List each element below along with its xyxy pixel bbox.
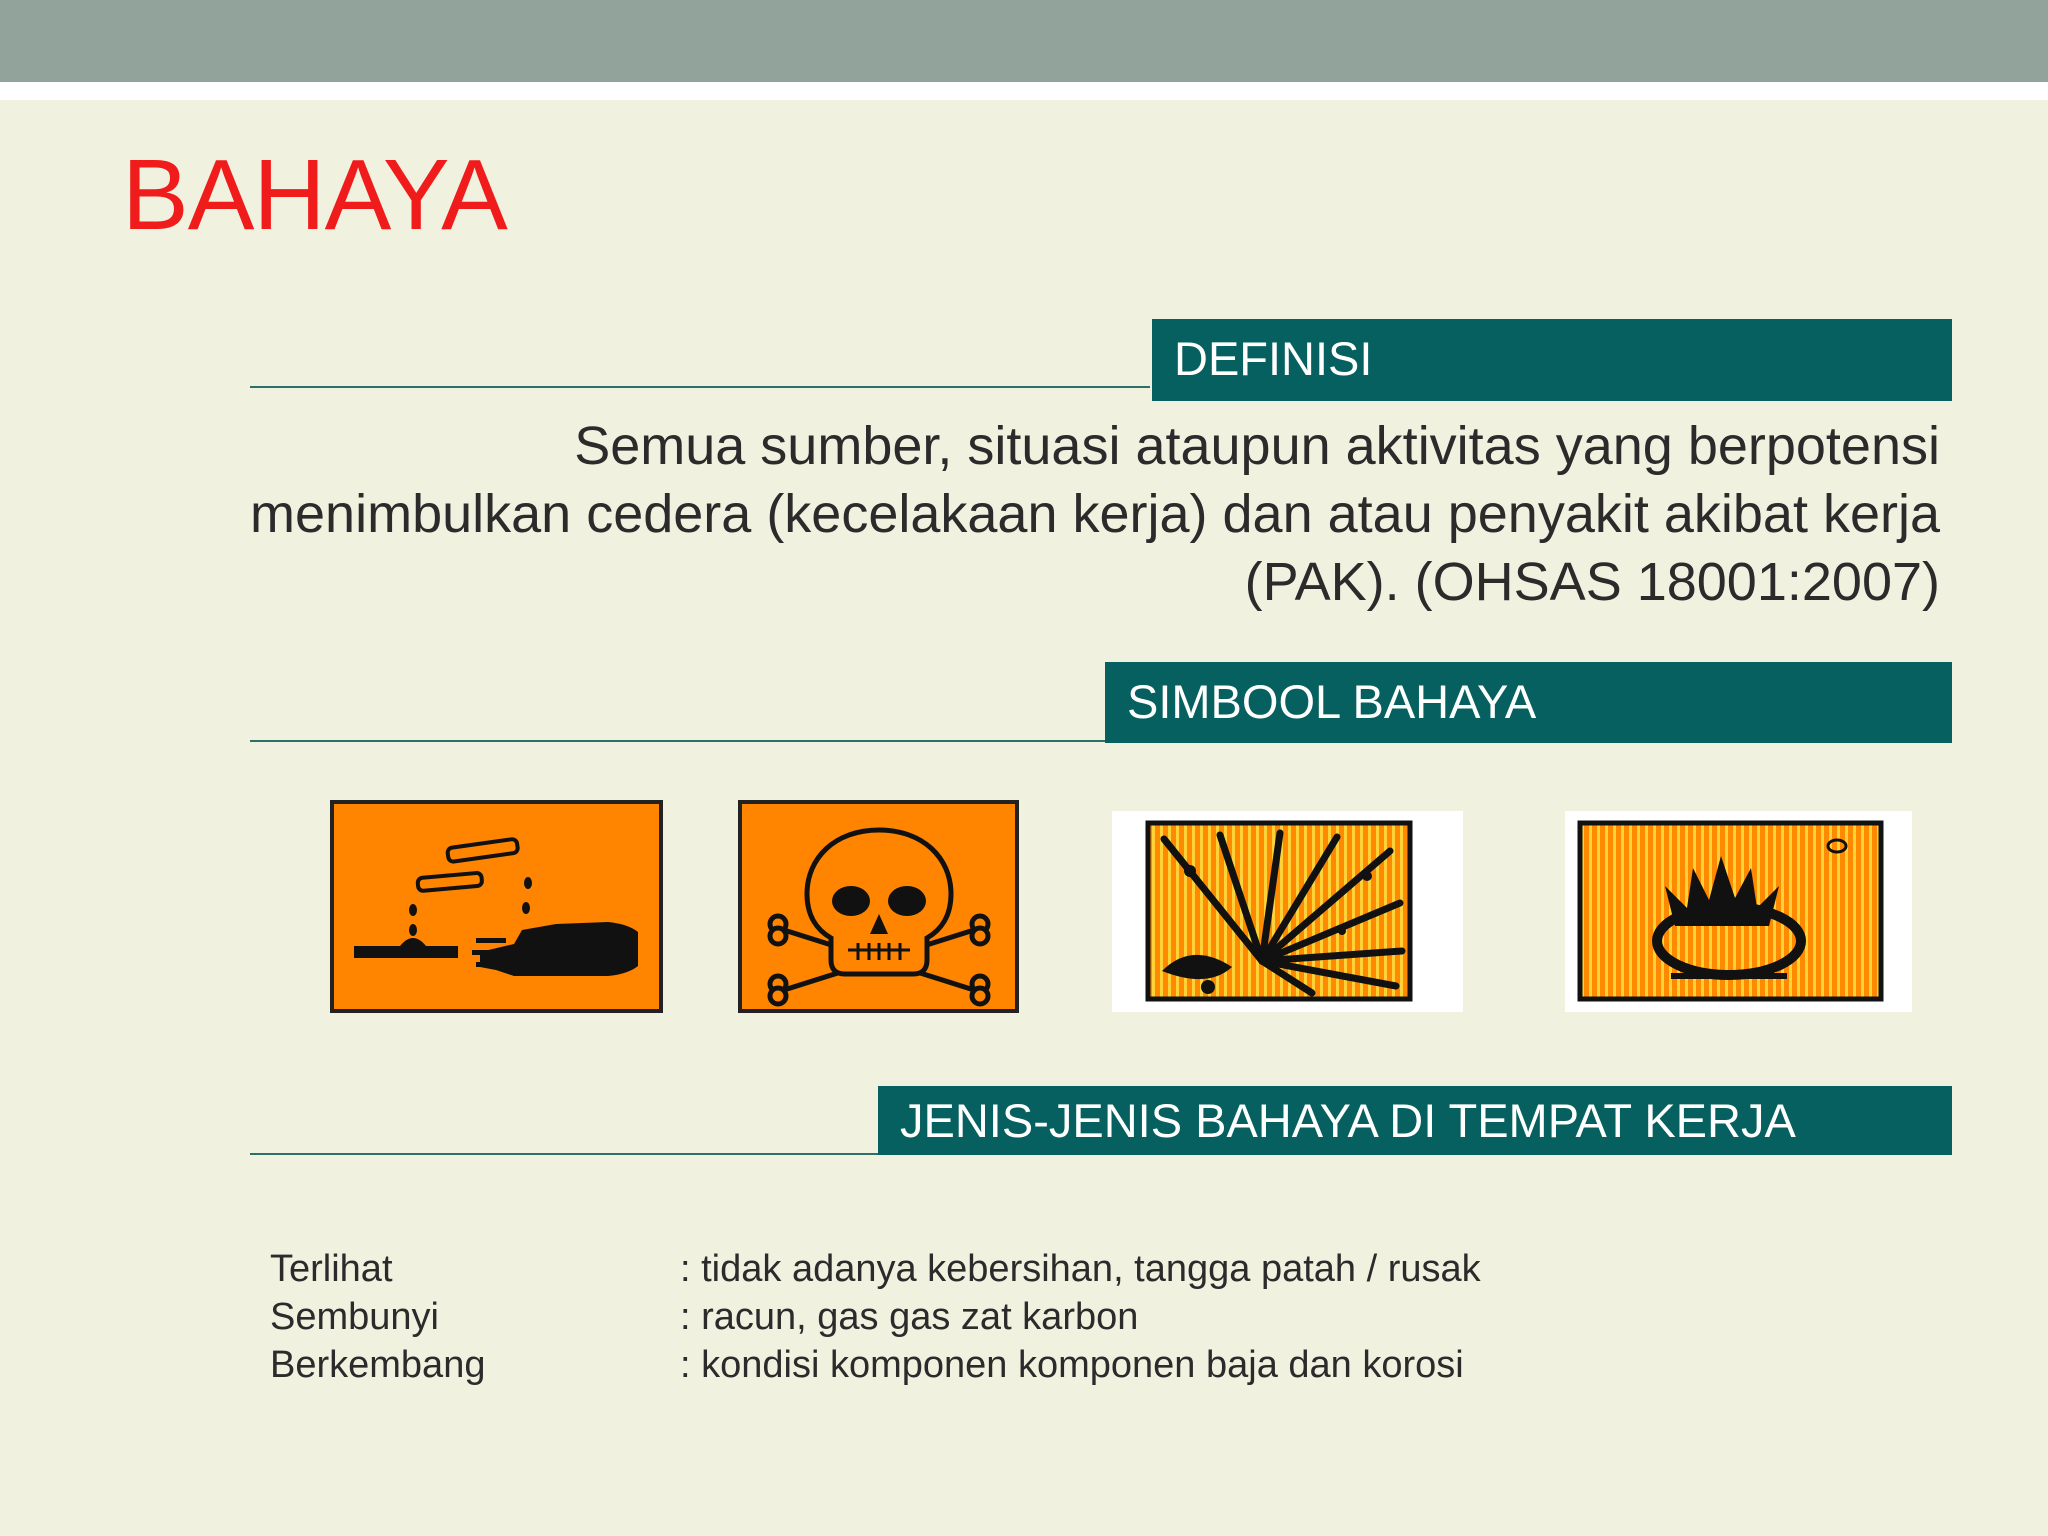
oxidizing-icon [1565, 811, 1912, 1012]
explosive-icon [1112, 811, 1463, 1012]
hazard-type-label: Terlihat [270, 1248, 393, 1290]
types-header: JENIS-JENIS BAHAYA DI TEMPAT KERJA [878, 1086, 1952, 1155]
definition-rule [250, 386, 1150, 388]
top-white-strip [0, 82, 2048, 100]
slide-title: BAHAYA [122, 139, 507, 251]
hazard-types-list [270, 1245, 1481, 1389]
hazard-type-row [270, 1245, 1481, 1293]
corrosive-icon [330, 800, 663, 1013]
hazard-type-desc: : kondisi komponen komponen baja dan korosi [680, 1344, 1464, 1386]
toxic-skull-icon [738, 800, 1019, 1013]
symbols-header: SIMBOOL BAHAYA [1105, 662, 1952, 743]
hazard-type-label: Sembunyi [270, 1296, 439, 1338]
types-rule [250, 1153, 880, 1155]
top-band [0, 0, 2048, 82]
definition-text: Semua sumber, situasi ataupun aktivitas yang berpotensi menimbulkan cedera (kecelakaan kerja) dan atau penyakit akibat kerja (PAK). (OHSAS 18001:2007) [250, 416, 1940, 612]
symbols-rule [250, 740, 1105, 742]
hazard-type-desc: : tidak adanya kebersihan, tangga patah / rusak [680, 1248, 1481, 1290]
hazard-type-row [270, 1341, 1481, 1389]
hazard-type-row [270, 1293, 1481, 1341]
definition-header: DEFINISI [1152, 319, 1952, 401]
hazard-type-label: Berkembang [270, 1344, 486, 1386]
hazard-type-desc: : racun, gas gas zat karbon [680, 1296, 1139, 1338]
